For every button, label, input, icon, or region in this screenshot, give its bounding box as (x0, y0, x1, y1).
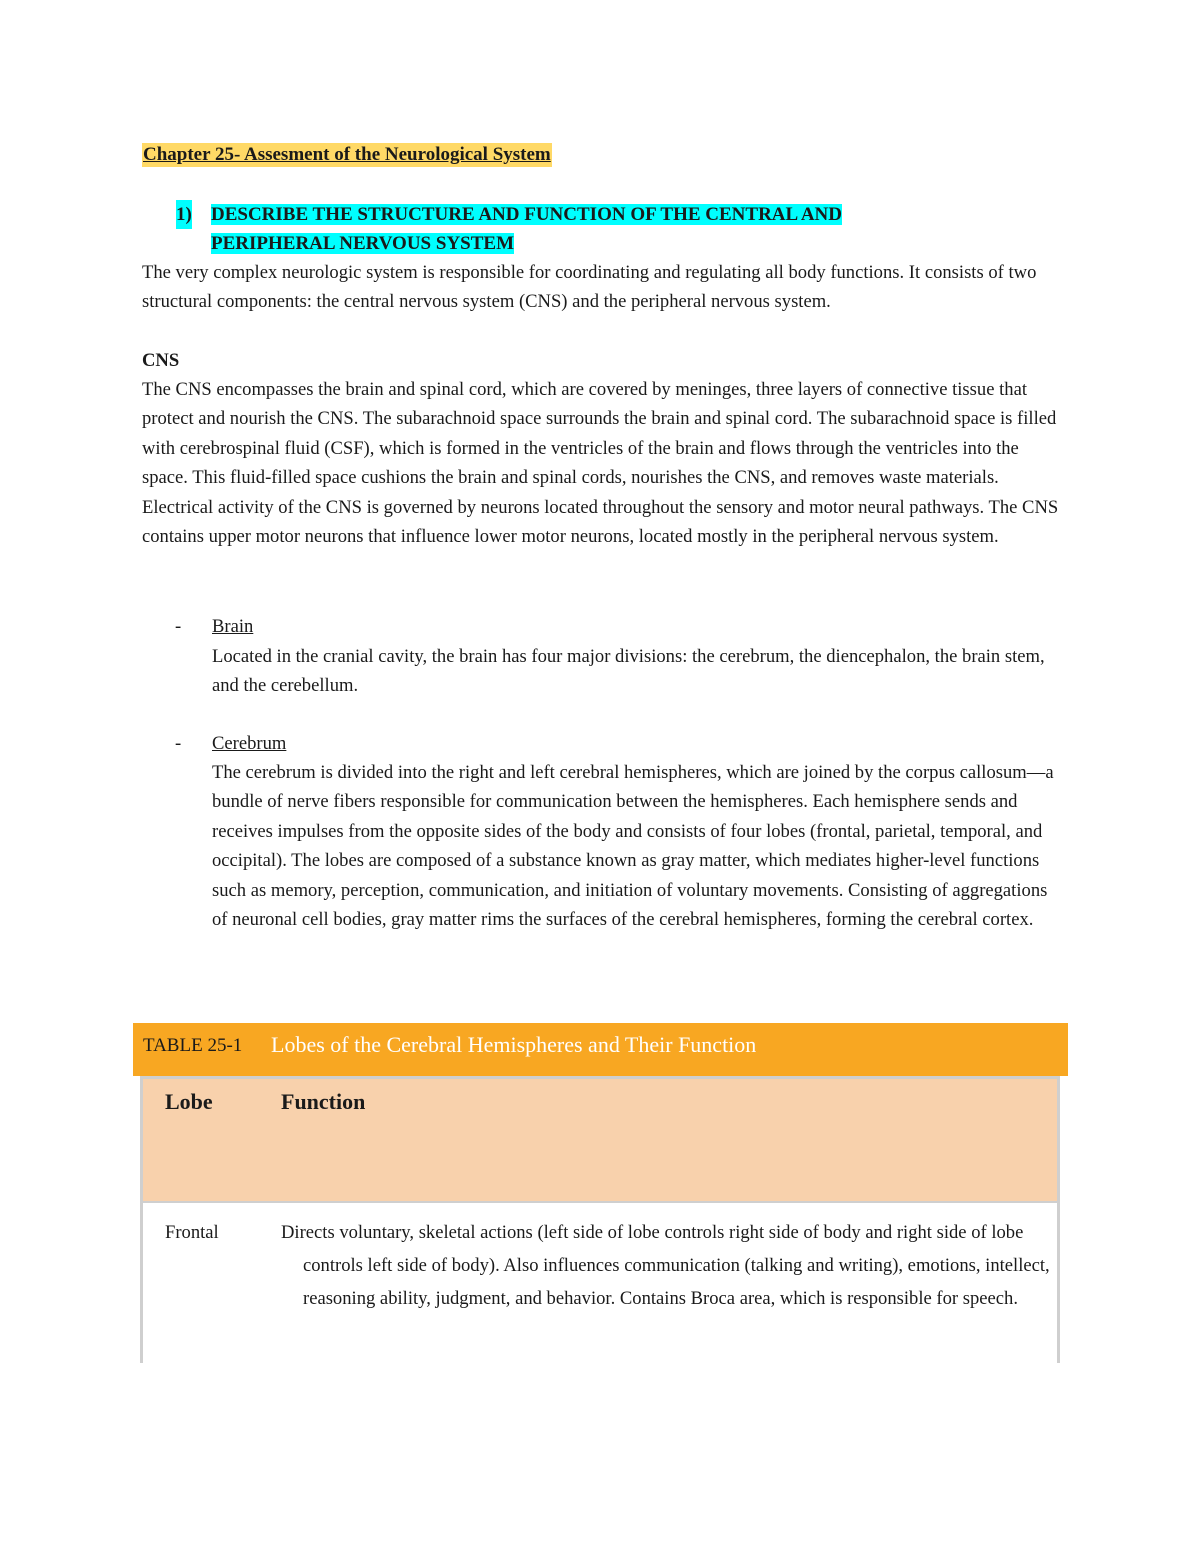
intro-paragraph: The very complex neurologic system is responsible for coordinating and regulating all body functions. It consists of two structural components: the central nervous system (CNS) and the peripheral nervous system. (142, 262, 1037, 313)
cns-paragraph: The CNS encompasses the brain and spinal cord, which are covered by meninges, three layers of connective tissue that protect and nourish the CNS. The subarachnoid space surrounds the brain and spinal cord. The subarachnoid space is filled with cerebrospinal fluid (CSF), which is formed in the ventricles of the brain and flows through the ventricles into the space. This fluid-filled space cushions the brain and spinal cords, nourishes the CNS, and removes waste materials. Electrical activity of the CNS is governed by neurons located throughout the sensory and motor neural pathways. The CNS contains upper motor neurons that influence lower motor neurons, located mostly in the peripheral nervous system. (142, 379, 1059, 548)
table-column-header-row (143, 1076, 1057, 1203)
cns-heading: CNS (142, 350, 180, 371)
question-text: DESCRIBE THE STRUCTURE AND FUNCTION OF THE CENTRAL AND PERIPHERAL NERVOUS SYSTEM (211, 204, 842, 254)
brain-heading: Brain (212, 616, 254, 637)
question-text-block (211, 200, 951, 258)
table-body (140, 1076, 1060, 1363)
lobes-table (133, 1023, 1068, 1363)
table-cell-lobe: Frontal (165, 1222, 219, 1243)
cerebrum-heading: Cerebrum (212, 733, 287, 754)
column-header-lobe: Lobe (165, 1089, 213, 1114)
table-title: Lobes of the Cerebral Hemispheres and Their Function (271, 1032, 757, 1057)
table-label: TABLE 25-1 (143, 1035, 243, 1056)
cerebrum-bullet: - (175, 733, 182, 754)
brain-paragraph: Located in the cranial cavity, the brain has four major divisions: the cerebrum, the diencephalon, the brain stem, and the cerebellum. (212, 646, 1045, 697)
question-number: 1) (176, 200, 192, 229)
table-cell-function: Directs voluntary, skeletal actions (left side of lobe controls right side of body and right side of lobe controls left side of body). Also influences communication (talking and writing), emotions, intellect, reasoning ability, judgment, and behavior. Contains Broca area, which is responsible for speech. (281, 1222, 1050, 1309)
cerebrum-paragraph: The cerebrum is divided into the right and left cerebral hemispheres, which are joined by the corpus callosum—a bundle of nerve fibers responsible for communication between the hemispheres. Each hemisphere sends and receives impulses from the opposite sides of the body and consists of four lobes (frontal, parietal, temporal, and occipital). The lobes are composed of a substance known as gray matter, which mediates higher-level functions such as memory, perception, communication, and initiation of voluntary movements. Consisting of aggregations of neuronal cell bodies, gray matter rims the surfaces of the cerebral hemispheres, forming the cerebral cortex. (212, 762, 1054, 931)
table-header-bar (133, 1023, 1068, 1076)
column-header-function: Function (281, 1089, 366, 1114)
chapter-title: Chapter 25- Assesment of the Neurological System (143, 144, 551, 165)
brain-bullet: - (175, 616, 182, 637)
